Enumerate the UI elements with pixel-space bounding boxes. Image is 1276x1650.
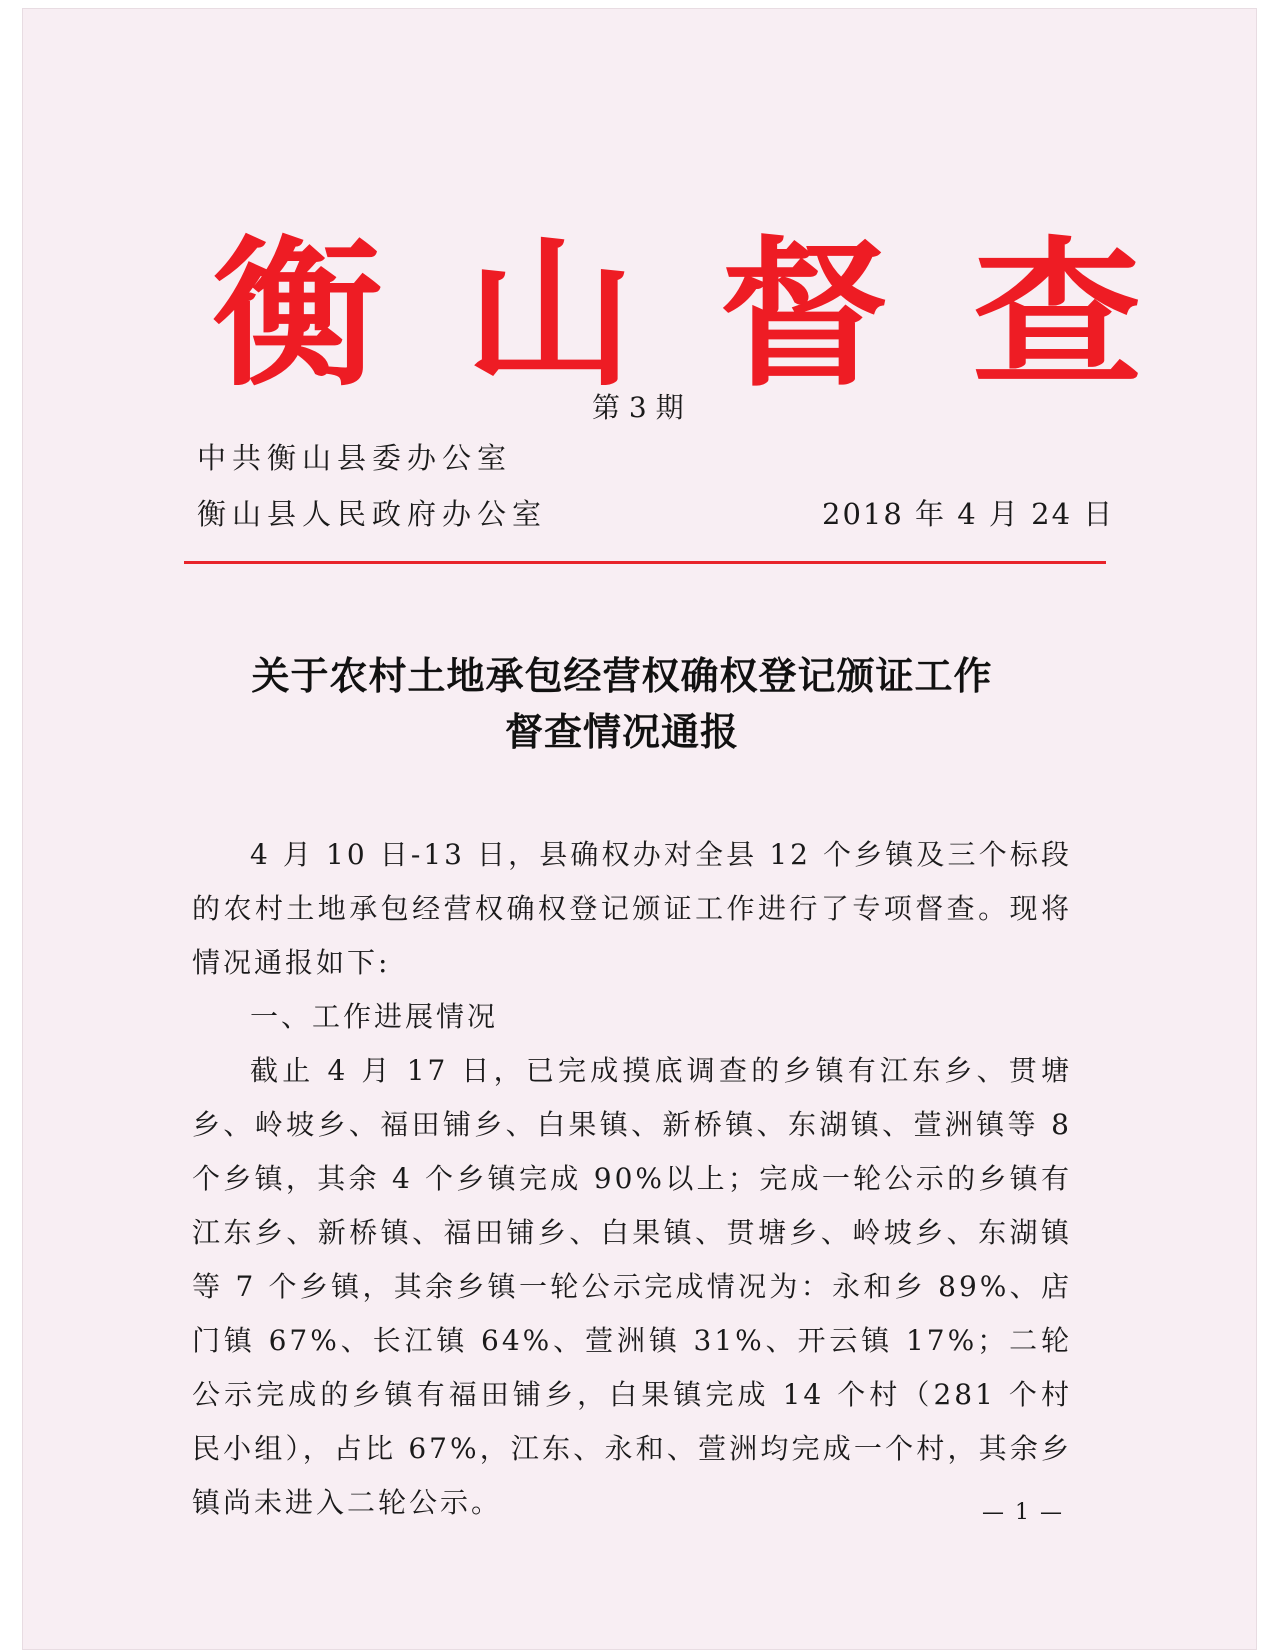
issuer-government-office: 衡山县人民政府办公室 [197,497,548,531]
document-body [192,828,1072,1530]
issuer-party-office: 中共衡山县委办公室 [197,441,513,475]
masthead-char: 衡 [212,221,382,408]
issue-number: 第 3 期 [592,391,684,424]
section-heading: 一、工作进展情况 [250,1000,499,1033]
paper-sheet [22,8,1257,1650]
page-number: — 1 — [982,1500,1064,1525]
document-title [172,648,1072,760]
title-line-2: 督查情况通报 [504,710,739,754]
red-divider-line [184,561,1106,564]
progress-paragraph: 截止 4 月 17 日，已完成摸底调查的乡镇有江东乡、贯塘乡、岭坡乡、福田铺乡、白果镇、新桥镇、东湖镇、萱洲镇等 8 个乡镇，其余 4 个乡镇完成 90%以上；完成一轮公示的乡镇有江东乡、新桥镇、福田铺乡、白果镇、贯塘乡、岭坡乡、东湖镇等 7 个乡镇，其余乡镇一轮公示完成情况为：永和乡 89%、店门镇 67%、长江镇 64%、萱洲镇 31%、开云镇 17%；二轮公示完成的乡镇有福田铺乡，白果镇完成 14 个村（281 个村民小组），占比 67%，江东、永和、萱洲均完成一个村，其余乡镇尚未进入二轮公示。 [192,1054,1072,1519]
title-line-1: 关于农村土地承包经营权确权登记颁证工作 [251,654,993,698]
masthead-char: 山 [465,221,636,408]
masthead-char: 查 [972,221,1142,408]
masthead-char: 督 [718,221,889,408]
issue-date: 2018 年 4 月 24 日 [822,497,1115,531]
intro-paragraph: 4 月 10 日-13 日，县确权办对全县 12 个乡镇及三个标段的农村土地承包经营权确权登记颁证工作进行了专项督查。现将情况通报如下: [192,838,1072,979]
